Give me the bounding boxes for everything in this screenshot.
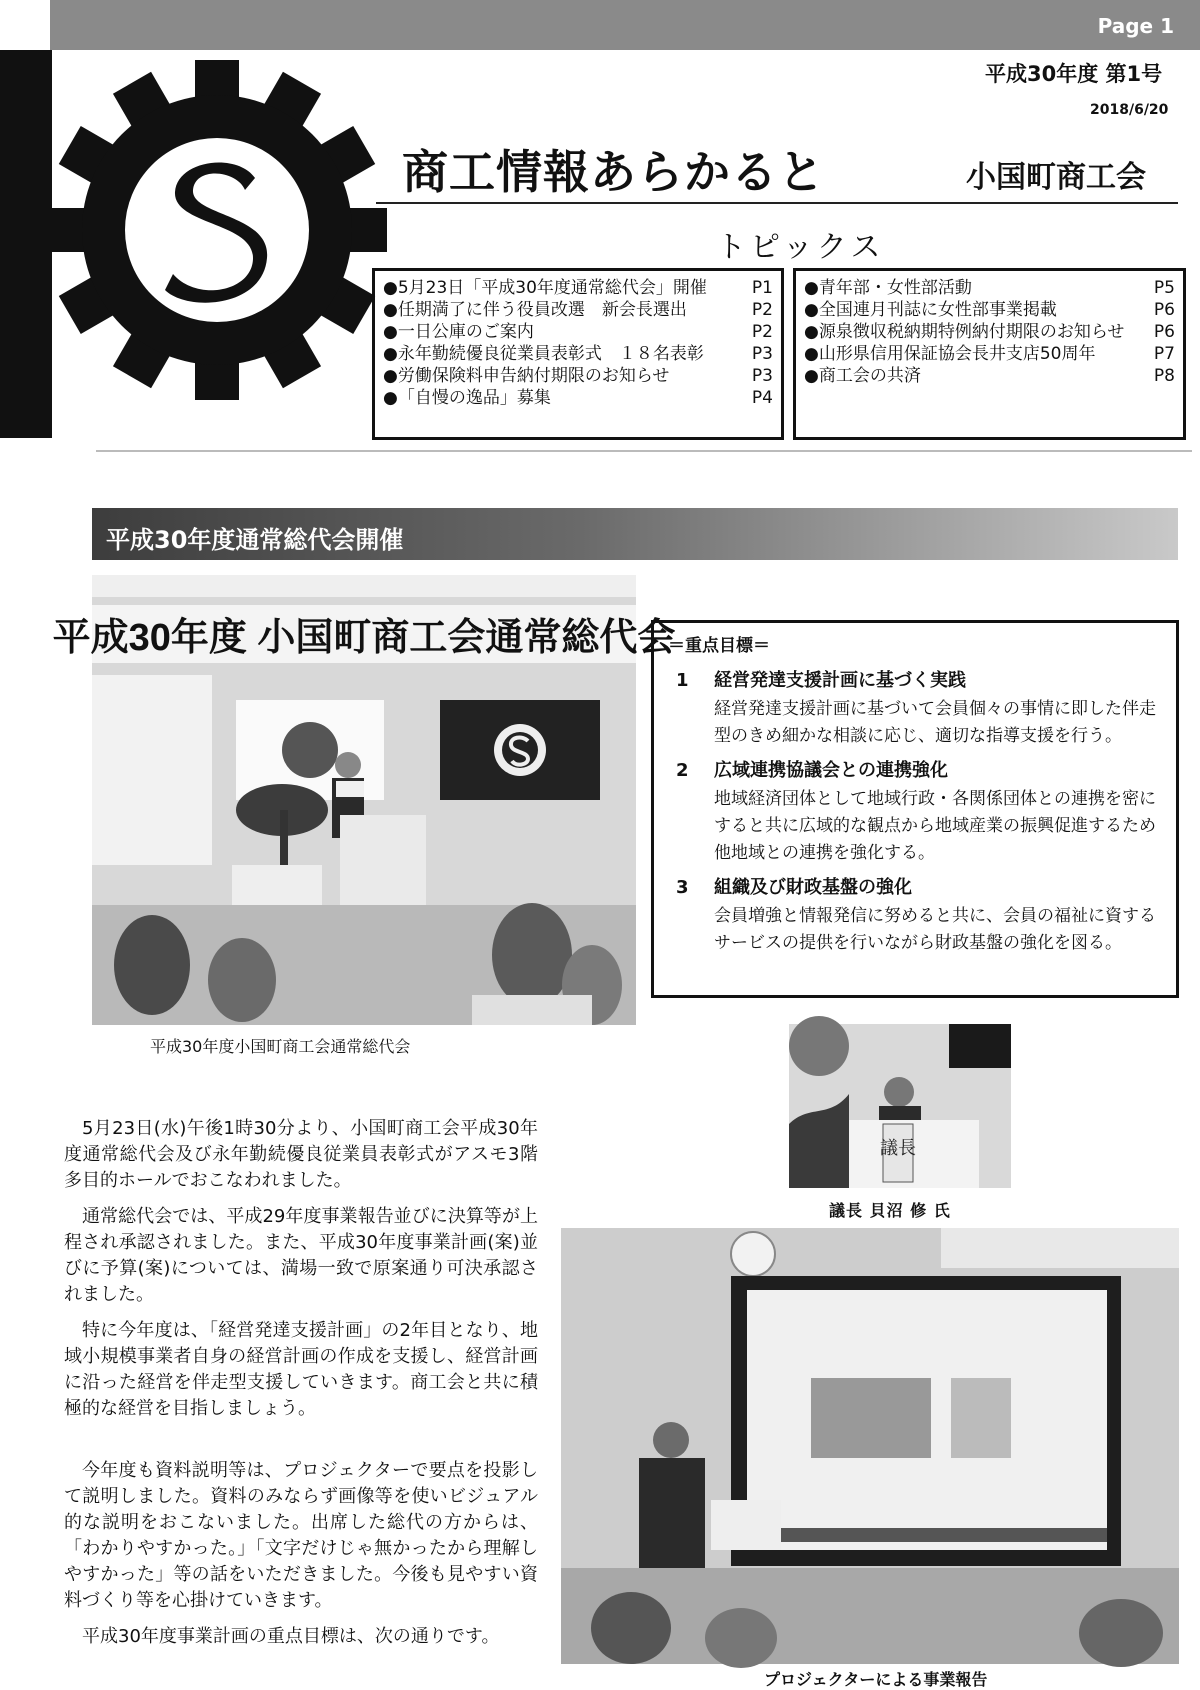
topic-item: ●一日公庫のご案内 P2 <box>383 322 773 342</box>
article-paragraph: 特に今年度は、「経営発達支援計画」の2年目となり、地域小規模事業者自身の経営計画の作成を支援し、経営計画に沿った経営を伴走型支援していきます。商工会と共に積極的な経営を目指しましょう。 <box>64 1320 538 1419</box>
topic-item: ●永年勤続優良従業員表彰式 １８名表彰 P3 <box>383 344 773 364</box>
topics-box-right <box>793 268 1186 440</box>
topic-item: ●源泉徴収税納期特例納付期限のお知らせ P6 <box>804 322 1175 342</box>
topic-item: ●全国連月刊誌に女性部事業掲載 P6 <box>804 300 1175 320</box>
topics-heading: トピックス <box>716 230 885 265</box>
topic-item: ●5月23日「平成30年度通常総代会」開催 P1 <box>383 278 773 298</box>
section-title: 平成30年度通常総代会開催 <box>106 526 404 554</box>
chairman-photo <box>789 1024 1011 1188</box>
goal-description: 地域経済団体として地域行政・各関係団体との連携を密にすると共に広域的な観点から地域産業の振興促進するため他地域との連携を強化する。 <box>714 789 1156 863</box>
projector-caption: プロジェクターによる事業報告 <box>764 1670 988 1689</box>
chairman-sign: 議長 <box>880 1138 916 1159</box>
goals-heading: ＝重点目標＝ <box>668 636 770 656</box>
topic-item: ●労働保険料申告納付期限のお知らせ P3 <box>383 366 773 386</box>
topics-box-left <box>372 268 784 440</box>
article-paragraph: 5月23日(水)午後1時30分より、小国町商工会平成30年度通常総代会及び永年勤続優良従業員表彰式がアスモ3階多目的ホールでおこなわれました。 <box>64 1118 538 1191</box>
article-paragraph: 今年度も資料説明等は、プロジェクターで要点を投影して説明しました。資料のみならず画像等を使いビジュアル的な説明をおこないました。出席した総代の方からは、「わかりやすかった。」「文字だけじゃ無かったから理解しやすかった」等の話をいただきました。今後も見やすい資料づくり等を心掛けていきます。 <box>64 1460 538 1611</box>
goal-title: 2 広域連携協議会との連携強化 <box>676 760 948 781</box>
goal-description: 会員増強と情報発信に努めると共に、会員の福祉に資するサービスの提供を行いながら財政基盤の強化を図る。 <box>714 906 1156 953</box>
section-title-bar <box>92 508 1178 560</box>
topic-item: ●商工会の共済 P8 <box>804 366 1175 386</box>
key-goals-box <box>651 620 1179 998</box>
article-paragraph: 平成30年度事業計画の重点目標は、次の通りです。 <box>82 1626 500 1647</box>
article-body <box>64 1116 538 1660</box>
meeting-photo-caption: 平成30年度小国町商工会通常総代会 <box>150 1037 411 1056</box>
chairman-caption: 議長 貝沼 修 氏 <box>829 1201 951 1220</box>
goal-description: 経営発達支援計画に基づいて会員個々の事情に即した伴走型のきめ細かな相談に応じ、適切な指導支援を行う。 <box>714 699 1156 746</box>
left-black-strip <box>0 50 52 438</box>
newsletter-title: 商工情報あらかると <box>402 145 825 199</box>
goal-title: 3 組織及び財政基盤の強化 <box>676 877 912 898</box>
goal-title: 1 経営発達支援計画に基づく実践 <box>676 670 966 691</box>
topic-item: ●「自慢の逸品」募集 P4 <box>383 388 773 408</box>
issue-date: 2018/6/20 <box>1090 102 1169 118</box>
meeting-banner: 平成30年度 小国町商工会通常総代会 <box>52 617 676 659</box>
page-header-bar <box>50 0 1200 50</box>
shokokai-logo <box>52 58 382 403</box>
meeting-photo <box>52 575 676 1025</box>
article-paragraph: 通常総代会では、平成29年度事業報告並びに決算等が上程され承認されました。また、平成30年度事業計画(案)並びに予算(案)については、満場一致で原案通り可決承認されました。 <box>64 1206 538 1305</box>
page-number: Page 1 <box>1097 14 1174 38</box>
organization-name: 小国町商工会 <box>966 160 1146 195</box>
title-divider <box>376 202 1178 204</box>
topic-item: ●青年部・女性部活動 P5 <box>804 278 1175 298</box>
projector-photo <box>561 1228 1179 1664</box>
section-divider <box>96 450 1192 452</box>
topic-item: ●任期満了に伴う役員改選 新会長選出 P2 <box>383 300 773 320</box>
issue-number: 平成30年度 第1号 <box>985 62 1163 86</box>
topic-item: ●山形県信用保証協会長井支店50周年 P7 <box>804 344 1175 364</box>
